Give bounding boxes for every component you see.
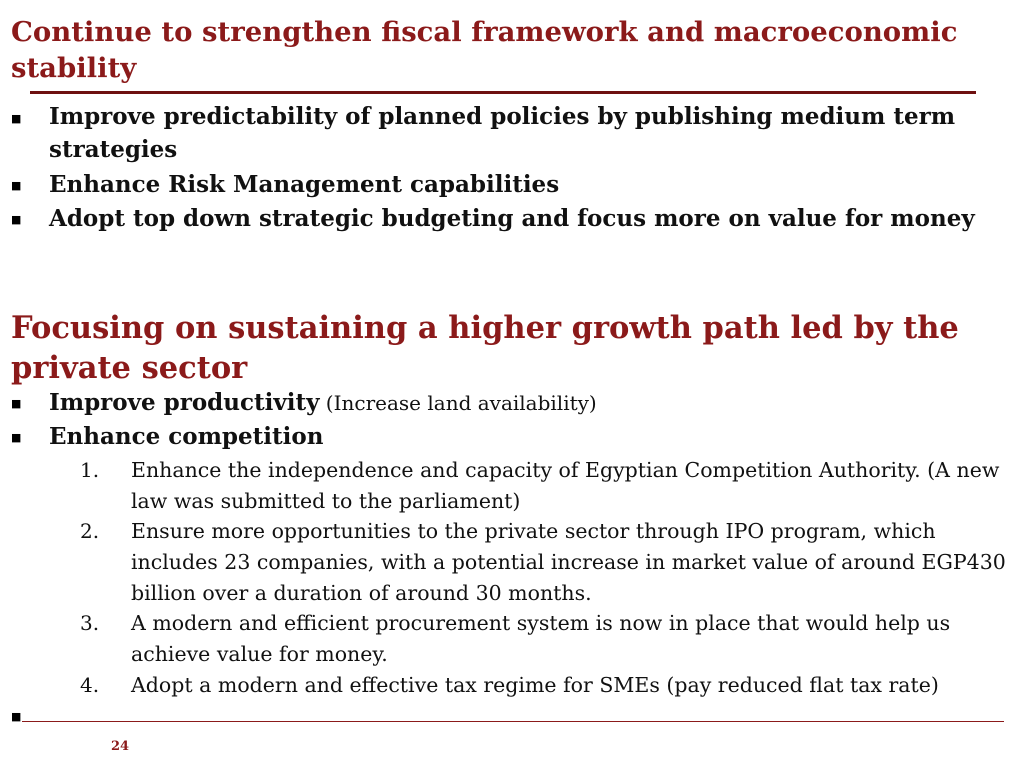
section1-bullet-1: Improve predictability of planned policies by publishing medium term strategies: [49, 103, 956, 163]
numbered-marker: 1.: [80, 458, 100, 482]
section1-bullet-3: Adopt top down strategic budgeting and focus more on value for money: [49, 205, 975, 232]
bullet-square-icon: ■: [11, 710, 22, 723]
footer-divider: [22, 721, 1004, 722]
numbered-item-2: Ensure more opportunities to the private sector through IPO program, which includes 23 companies, with a potential increase in market value of around EGP430 billion over a duration of around 30 months.: [131, 519, 1006, 605]
section1-bullet-2: Enhance Risk Management capabilities: [49, 171, 560, 198]
productivity-detail: (Increase land availability): [319, 391, 597, 415]
productivity-label: Improve productivity: [49, 389, 320, 416]
bullet-square-icon: ■: [11, 431, 22, 444]
numbered-marker: 4.: [80, 673, 100, 697]
numbered-marker: 2.: [80, 519, 100, 543]
numbered-item-1: Enhance the independence and capacity of Egyptian Competition Authority. (A new law was submitted to the parliament): [131, 458, 1000, 513]
numbered-item-4: Adopt a modern and effective tax regime for SMEs (pay reduced flat tax rate): [131, 673, 939, 697]
section2-bullet-productivity: [49, 386, 1009, 420]
bullet-square-icon: ■: [11, 179, 22, 192]
bullet-square-icon: ■: [11, 213, 22, 226]
section2-bullet-competition: Enhance competition: [49, 423, 324, 450]
numbered-item-3: A modern and efficient procurement system is now in place that would help us achieve value for money.: [131, 611, 951, 666]
page-number: 24: [111, 739, 130, 754]
section2-heading: Focusing on sustaining a higher growth path led by the private sector: [11, 310, 959, 386]
bullet-square-icon: ■: [11, 397, 22, 410]
bullet-square-icon: ■: [11, 112, 22, 125]
heading-divider: [30, 91, 976, 94]
numbered-marker: 3.: [80, 611, 100, 635]
section1-heading: Continue to strengthen fiscal framework and macroeconomic stability: [11, 16, 958, 84]
